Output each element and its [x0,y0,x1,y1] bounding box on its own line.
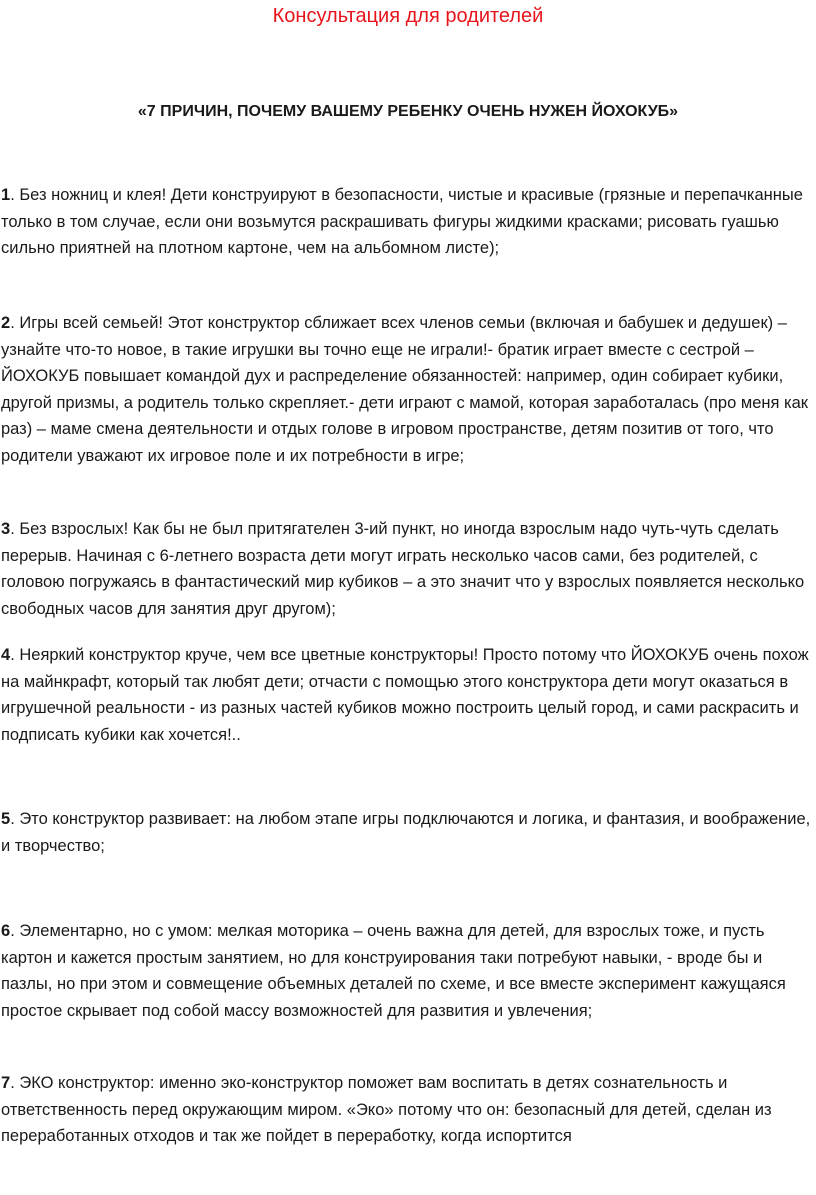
reason-number: 6 [1,922,11,940]
reason-paragraph-4 [1,642,815,748]
reason-text: . Элементарно, но с умом: мелкая моторика – очень важна для детей, для взрослых тоже, и пусть картон и кажется простым занятием, но для конструирования таки потребуют навыки, - вроде бы и пазлы, но при этом и совмещение объемных деталей по схеме, и все вместе эксперимент кажущаяся простое скрывает под собой массу возможностей для развития и увлечения; [1,922,786,1020]
reason-text: . ЭКО конструктор: именно эко-конструктор поможет вам воспитать в детях сознательность и ответственность перед окружающим миром. «Эко» потому что он: безопасный для детей, сделан из переработанных отходов и так же пойдет в переработку, когда испортится [1,1074,772,1146]
reason-number: 5 [1,810,11,828]
document-heading: Консультация для родителей [272,5,544,27]
document-title: «7 ПРИЧИН, ПОЧЕМУ ВАШЕМУ РЕБЕНКУ ОЧЕНЬ НУЖЕН ЙОХОКУБ» [137,103,679,120]
reason-text: . Это конструктор развивает: на любом этапе игры подключаются и логика, и фантазия, и воображение, и творчество; [1,810,811,855]
reason-paragraph-7 [1,1070,815,1150]
reason-paragraph-1 [1,182,815,262]
reason-number: 7 [1,1074,11,1092]
reason-paragraph-2 [1,310,815,470]
reason-text: . Без ножниц и клея! Дети конструируют в безопасности, чистые и красивые (грязные и перепачканные только в том случае, если они возьмутся раскрашивать фигуры жидкими красками; рисовать гуашью сильно приятней на плотном картоне, чем на альбомном листе); [1,186,803,258]
reason-text: . Неяркий конструктор круче, чем все цветные конструкторы! Просто потому что ЙОХОКУБ очень похож на майнкрафт, который так любят дети; отчасти с помощью этого конструктора дети могут оказаться в игрушечной реальности - из разных частей кубиков можно построить целый город, и сами раскрасить и подписать кубики как хочется!.. [1,646,809,744]
reason-paragraph-3 [1,516,815,622]
reason-number: 3 [1,520,11,538]
reason-paragraph-6 [1,918,815,1024]
reason-text: . Игры всей семьей! Этот конструктор сближает всех членов семьи (включая и бабушек и дедушек) – узнайте что-то новое, в такие игрушки вы точно еще не играли!- братик играет вместе с сестрой – ЙОХОКУБ повышает командой дух и распределение обязанностей: например, один собирает кубики, другой призмы, а родитель только скрепляет.- дети играют с мамой, которая заработалась (про меня как раз) – маме смена деятельности и отдых голове в игровом пространстве, детям позитив от того, что родители уважают их игровое поле и их потребности в игре; [1,314,808,465]
reason-number: 4 [1,646,11,664]
reason-number: 2 [1,314,11,332]
reason-text: . Без взрослых! Как бы не был притягателен 3-ий пункт, но иногда взрослым надо чуть-чуть сделать перерыв. Начиная с 6-летнего возраста дети могут играть несколько часов сами, без родителей, с головою погружаясь в фантастический мир кубиков – а это значит что у взрослых появляется несколько свободных часов для занятия друг другом); [1,520,805,618]
reason-number: 1 [1,186,11,204]
reason-paragraph-5 [1,806,815,859]
